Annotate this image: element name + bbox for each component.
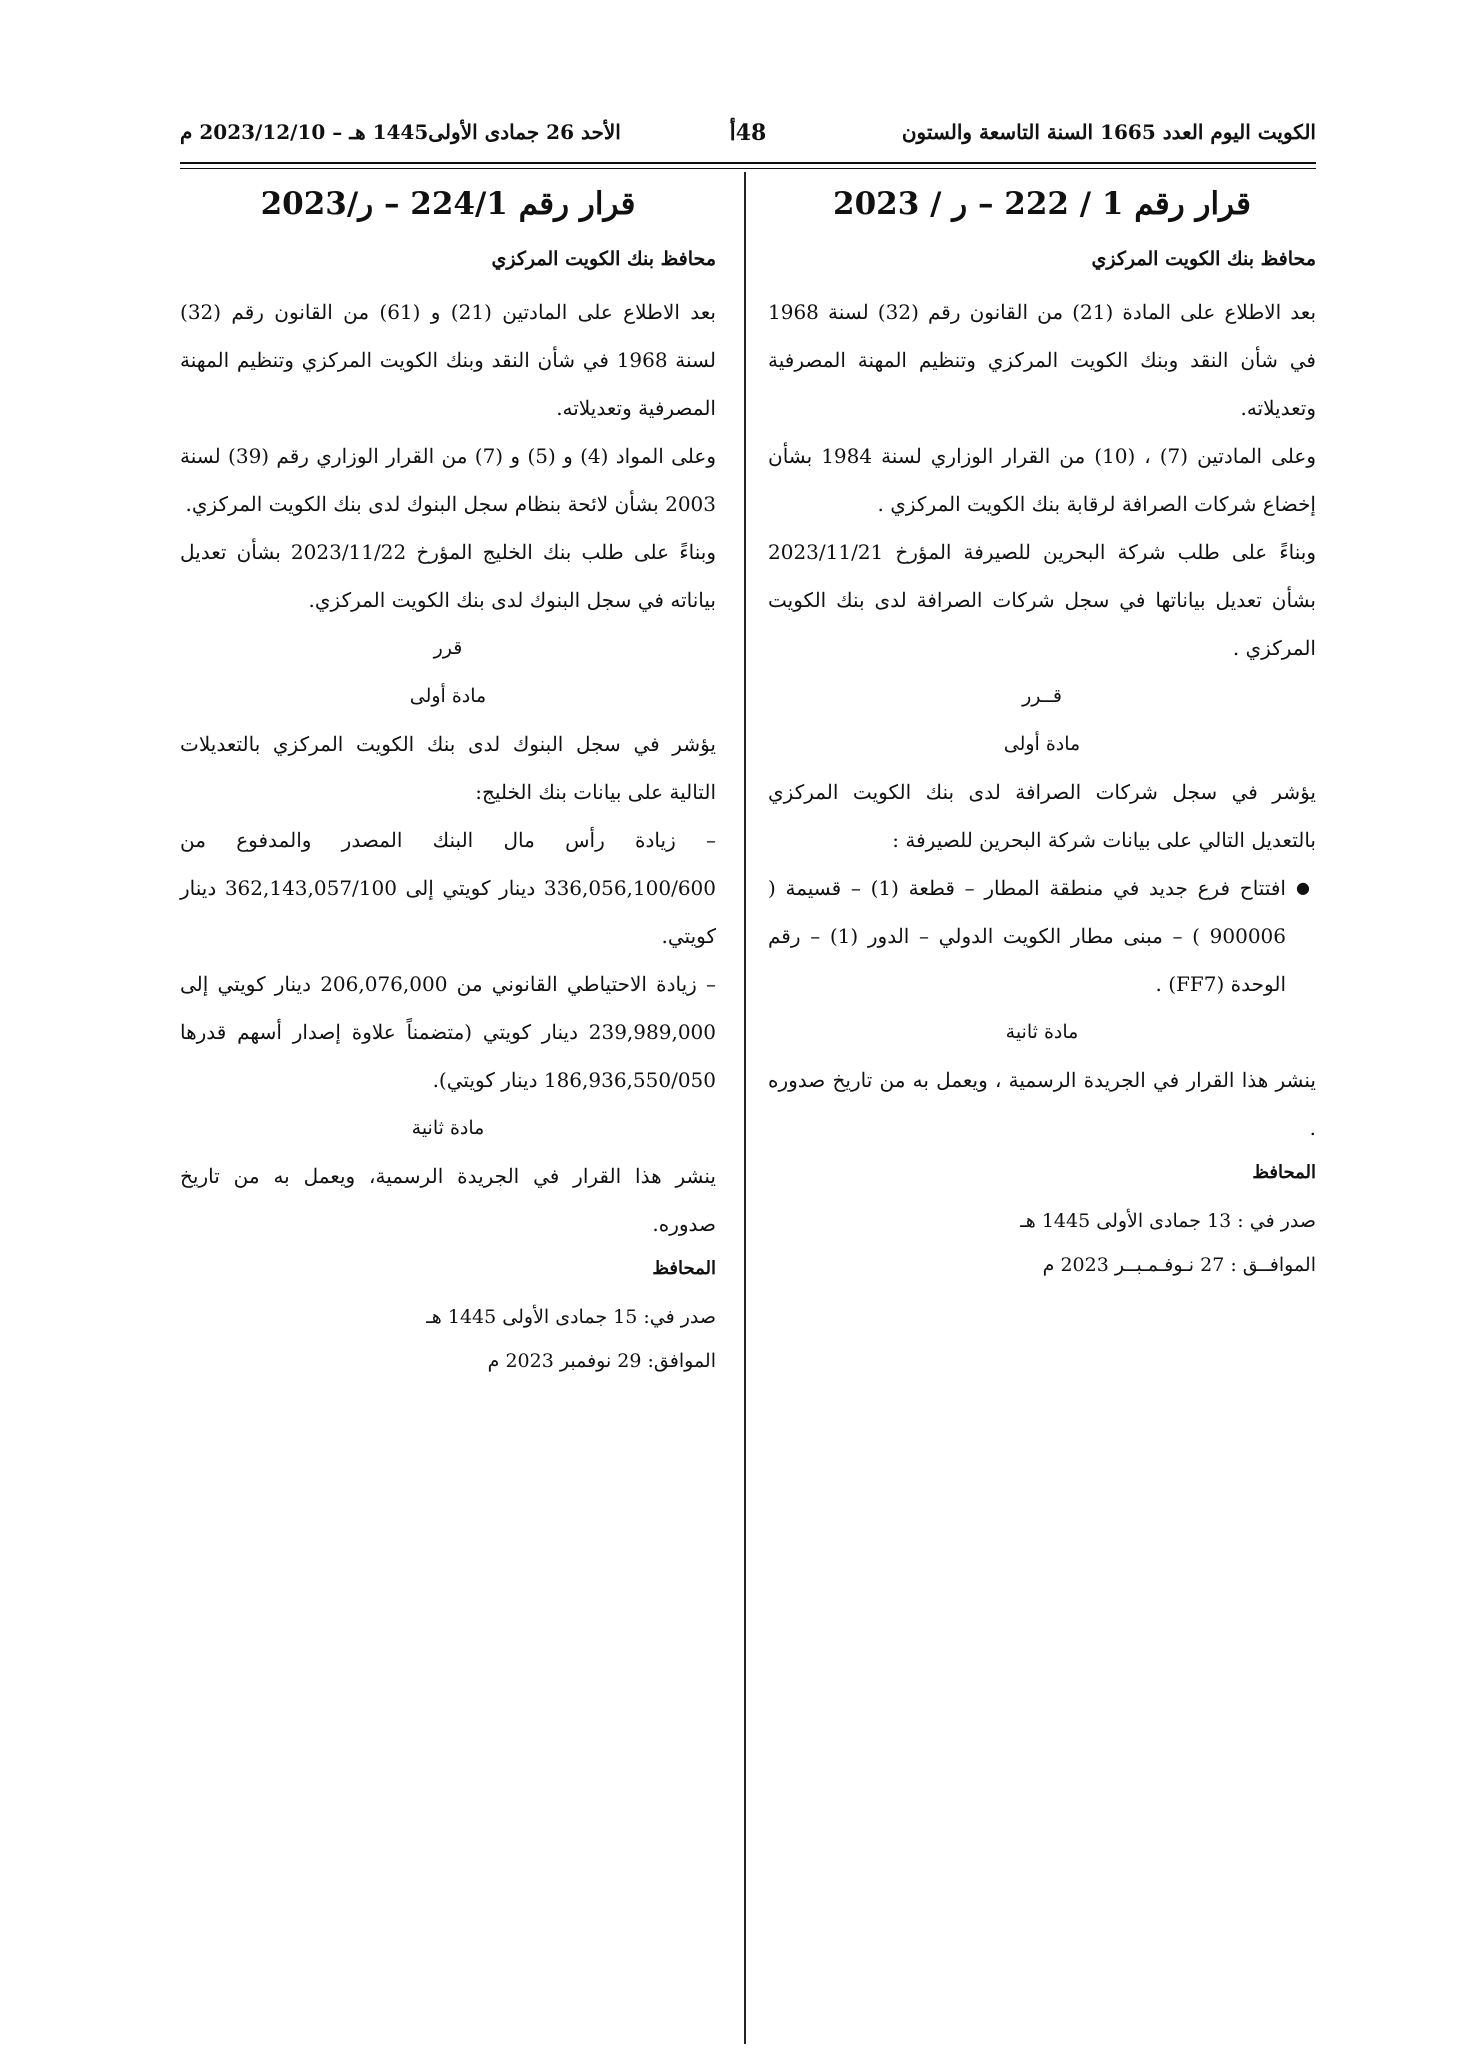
preamble-paragraph: وبناءً على طلب بنك الخليج المؤرخ 2023/11/22 بشأن تعديل بياناته في سجل البنوك لدى بنك الكويت المركزي. — [180, 540, 716, 612]
signature: المحافظ — [1252, 1162, 1316, 1183]
decision-left — [180, 176, 716, 1383]
decision-title: قرار رقم 224/1 – ر/2023 — [260, 186, 636, 222]
decided-heading: قــرر — [1022, 685, 1062, 707]
article-text: ينشر هذا القرار في الجريدة الرسمية ، ويعمل به من تاريخ صدوره . — [768, 1068, 1316, 1140]
article-heading: مادة ثانية — [1005, 1021, 1079, 1043]
preamble-paragraph: بعد الاطلاع على المادة (21) من القانون رقم (32) لسنة 1968 في شأن النقد وبنك الكويت المركزي وتنظيم المهنة المصرفية وتعديلاته. — [768, 300, 1317, 420]
gazette-issue-info: الكويت اليوم العدد 1665 السنة التاسعة والستون — [901, 120, 1316, 144]
preamble-paragraph: وعلى المادتين (7) ، (10) من القرار الوزاري لسنة 1984 بشأن إخضاع شركات الصرافة لرقابة بنك الكويت المركزي . — [768, 444, 1316, 516]
issuer-label: محافظ بنك الكويت المركزي — [1091, 248, 1316, 270]
page-header — [180, 120, 1316, 162]
issuer-label: محافظ بنك الكويت المركزي — [491, 248, 716, 270]
article-heading: مادة أولى — [409, 685, 487, 707]
page-number: 48أ — [729, 120, 767, 146]
amendment-item: – زيادة رأس مال البنك المصدر والمدفوع من 336,056,100/600 دينار كويتي إلى 362,143,057/100 دينار كويتي. — [180, 828, 716, 948]
bullet-icon: ● — [1296, 878, 1310, 897]
header-rule-thick — [180, 162, 1316, 164]
column-divider — [744, 172, 746, 2044]
article-text: يؤشر في سجل شركات الصرافة لدى بنك الكويت المركزي بالتعديل التالي على بيانات شركة البحرين للصيرفة : — [768, 780, 1316, 852]
issued-date: صدر في: 15 جمادى الأولى 1445 هـ — [426, 1306, 716, 1328]
bullet-text: افتتاح فرع جديد في منطقة المطار – قطعة (1) – قسيمة ( 900006 ) – مبنى مطار الكويت الدولي – الدور (1) – رقم الوحدة (FF7) . — [768, 876, 1286, 996]
corresponding-date: الموافق: 29 نوفمبر 2023 م — [487, 1350, 716, 1372]
decided-heading: قرر — [433, 637, 463, 659]
issued-date: صدر في : 13 جمادى الأولى 1445 هـ — [1020, 1210, 1316, 1232]
corresponding-date: الموافــق : 27 نـوفـمـبــر 2023 م — [1042, 1254, 1316, 1276]
bullet-item — [768, 864, 1316, 1008]
preamble-paragraph: وبناءً على طلب شركة البحرين للصيرفة المؤرخ 2023/11/21 بشأن تعديل بياناتها في سجل شركات الصرافة لدى بنك الكويت المركزي . — [768, 540, 1316, 660]
article-heading: مادة أولى — [1003, 733, 1081, 755]
preamble-paragraph: بعد الاطلاع على المادتين (21) و (61) من القانون رقم (32) لسنة 1968 في شأن النقد وبنك الكويت المركزي وتنظيم المهنة المصرفية وتعديلاته. — [180, 300, 716, 420]
issue-date: الأحد 26 جمادى الأولى1445 هـ – 2023/12/10 م — [180, 120, 621, 144]
signature: المحافظ — [652, 1258, 716, 1279]
article-text: ينشر هذا القرار في الجريدة الرسمية، ويعمل به من تاريخ صدوره. — [180, 1164, 716, 1236]
decision-right — [768, 176, 1316, 1287]
header-rule-thin — [180, 168, 1316, 169]
amendment-item: – زيادة الاحتياطي القانوني من 206,076,000 دينار كويتي إلى 239,989,000 دينار كويتي (متضمناً علاوة إصدار أسهم قدرها 186,936,550/050 دينار كويتي). — [180, 972, 716, 1092]
decision-title: قرار رقم 1 / 222 – ر / 2023 — [833, 186, 1251, 222]
article-heading: مادة ثانية — [411, 1117, 485, 1139]
preamble-paragraph: وعلى المواد (4) و (5) و (7) من القرار الوزاري رقم (39) لسنة 2003 بشأن لائحة بنظام سجل البنوك لدى بنك الكويت المركزي. — [180, 444, 716, 516]
article-text: يؤشر في سجل البنوك لدى بنك الكويت المركزي بالتعديلات التالية على بيانات بنك الخليج: — [180, 732, 716, 804]
